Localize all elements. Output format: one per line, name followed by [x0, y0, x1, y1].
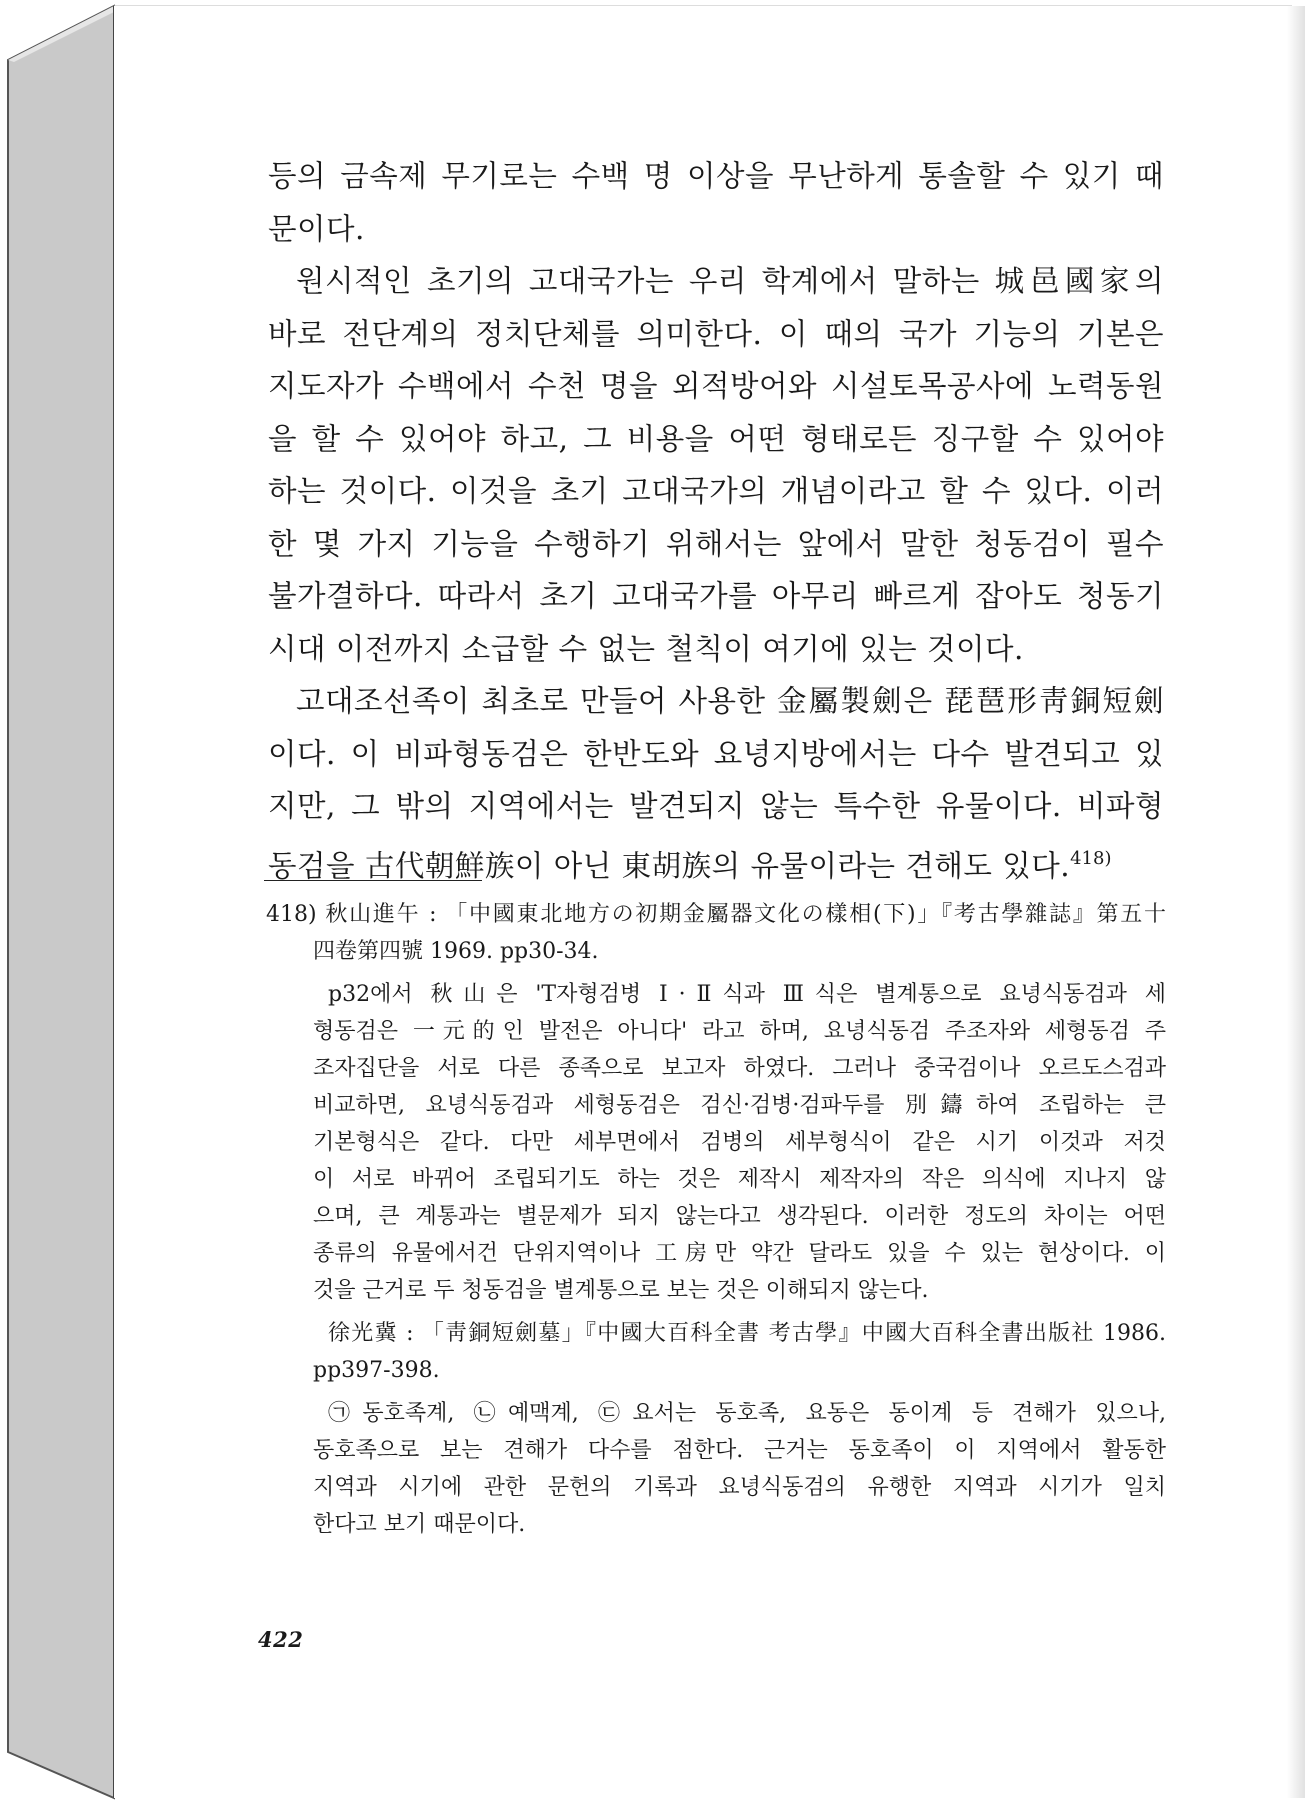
footnote-line: 한다고 보기 때문이다. — [313, 1512, 526, 1537]
body-line: 한 몇 가지 기능을 수행하기 위해서는 앞에서 말한 청동검이 필수 — [268, 526, 1164, 561]
page-number: 422 — [258, 1627, 304, 1652]
footnote-line: 것을 근거로 두 청동검을 별계통으로 보는 것은 이해되지 않는다. — [313, 1278, 929, 1303]
footnote-line: 徐光冀 : 「靑銅短劍墓」『中國大百科全書 考古學』中國大百科全書出版社 1986. — [328, 1321, 1166, 1346]
footnote-line: 비교하면, 요녕식동검과 세형동검은 검신·검병·검파두를 別鑄하여 조립하는 큰 — [313, 1093, 1166, 1118]
body-line: 고대조선족이 최초로 만들어 사용한 金屬製劍은 琵琶形靑銅短劍 — [296, 684, 1164, 718]
page-edge-shadow — [1287, 6, 1305, 1798]
footnote-reference: 418) — [1070, 847, 1112, 869]
body-line-text: 동검을 古代朝鮮族이 아닌 東胡族의 유물이라는 견해도 있다. — [268, 848, 1071, 883]
footnote-line: 418) 秋山進午 : 「中國東北地方の初期金屬器文化の樣相(下)」『考古學雜誌』第五十 — [266, 902, 1166, 927]
footnote-line: 종류의 유물에서건 단위지역이나 工房만 약간 달라도 있을 수 있는 현상이다. 이 — [313, 1241, 1166, 1266]
footnote-divider — [264, 880, 482, 881]
body-line: 문이다. — [268, 211, 365, 246]
footnote-line: 이 서로 바뀌어 조립되기도 하는 것은 제작시 제작자의 작은 의식에 지나지 않 — [313, 1167, 1166, 1192]
footnote-line: 지역과 시기에 관한 문헌의 기록과 요녕식동검의 유행한 지역과 시기가 일치 — [313, 1475, 1166, 1500]
body-line: 지도자가 수백에서 수천 명을 외적방어와 시설토목공사에 노력동원 — [268, 369, 1164, 403]
footnotes — [266, 896, 1166, 1543]
footnote-line: 四卷第四號 1969. pp30-34. — [313, 939, 599, 964]
footnote-line: 으며, 큰 계통과는 별문제가 되지 않는다고 생각된다. 이러한 정도의 차이는 어떤 — [313, 1204, 1166, 1229]
footnote-line: pp397-398. — [313, 1358, 440, 1383]
footnote-line: 기본형식은 같다. 다만 세부면에서 검병의 세부형식이 같은 시기 이것과 저것 — [313, 1130, 1166, 1155]
body-line: 등의 금속제 무기로는 수백 명 이상을 무난하게 통솔할 수 있기 때 — [268, 159, 1164, 193]
body-line: 바로 전단계의 정치단체를 의미한다. 이 때의 국가 기능의 기본은 — [268, 316, 1164, 351]
body-line: 을 할 수 있어야 하고, 그 비용을 어떤 형태로든 징구할 수 있어야 — [268, 421, 1164, 456]
body-line: 이다. 이 비파형동검은 한반도와 요녕지방에서는 다수 발견되고 있 — [268, 736, 1164, 771]
footnote-line: ㉠동호족계, ㉡예맥계, ㉢요서는 동호족, 요동은 동이계 등 견해가 있으나, — [328, 1401, 1166, 1426]
body-line: 지만, 그 밖의 지역에서는 발견되지 않는 특수한 유물이다. 비파형 — [268, 789, 1164, 823]
body-line: 하는 것이다. 이것을 초기 고대국가의 개념이라고 할 수 있다. 이러 — [268, 474, 1164, 508]
footnote-line: 조자집단을 서로 다른 종족으로 보고자 하였다. 그러나 중국검이나 오르도스검과 — [313, 1056, 1166, 1081]
body-line: 불가결하다. 따라서 초기 고대국가를 아무리 빠르게 잡아도 청동기 — [268, 579, 1164, 613]
body-text — [268, 150, 1164, 885]
body-line-last — [268, 833, 1164, 886]
footnote-line: 형동검은 一元的인 발전은 아니다' 라고 하며, 요녕식동검 주조자와 세형동검 주 — [313, 1019, 1166, 1044]
body-line: 원시적인 초기의 고대국가는 우리 학계에서 말하는 城邑國家의 — [296, 264, 1164, 298]
body-line: 시대 이전까지 소급할 수 없는 철칙이 여기에 있는 것이다. — [268, 631, 1024, 666]
footnote-line: p32에서 秋山은 'T자형검병 Ⅰ·Ⅱ식과 Ⅲ식은 별계통으로 요녕식동검과 세 — [328, 982, 1166, 1007]
footnote-line: 동호족으로 보는 견해가 다수를 점한다. 근거는 동호족이 이 지역에서 활동한 — [313, 1438, 1166, 1463]
